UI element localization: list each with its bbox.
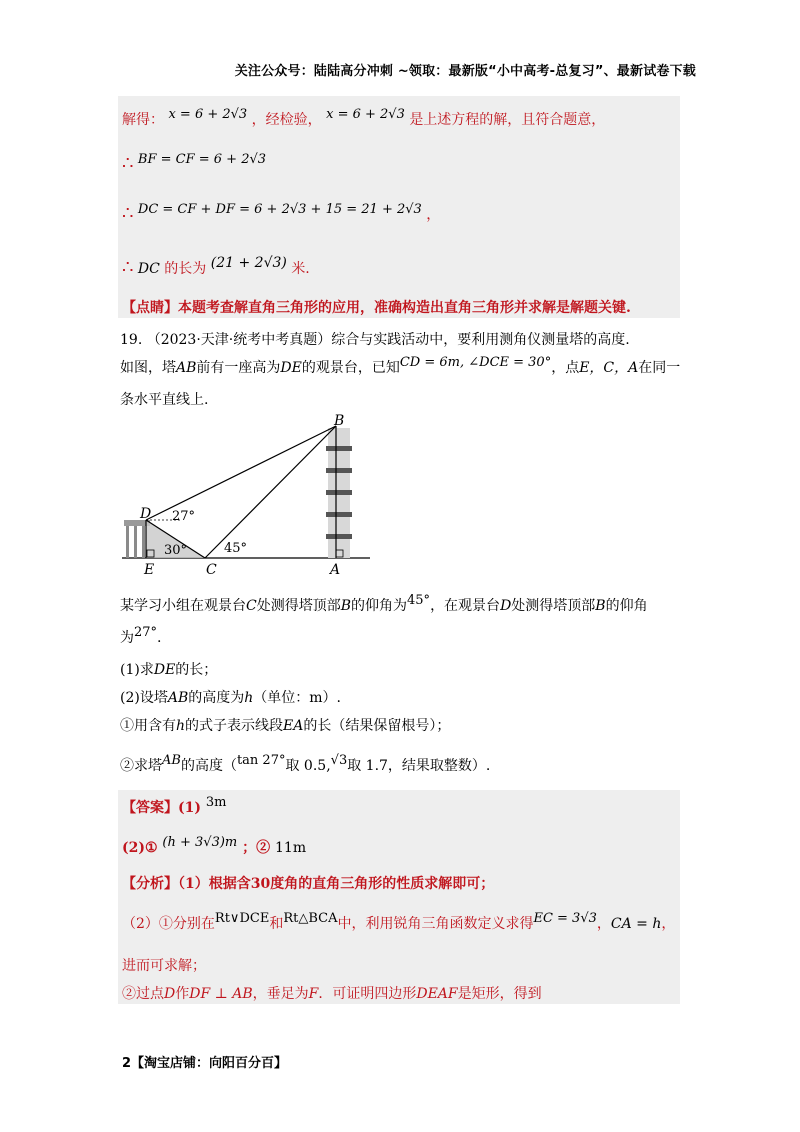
segment-name: AB [176, 360, 197, 376]
segment-name: EA [283, 718, 304, 734]
answer-value: 3m [205, 795, 227, 810]
equation: DC = CF + DF = 6 + 2√3 + 15 = 21 + 2√3 [137, 202, 422, 217]
solution-line-4 [122, 255, 310, 279]
text: . [157, 630, 162, 646]
text: ，经检验， [251, 112, 322, 128]
text: 前有一座高为 [196, 360, 281, 376]
text: 的仰角 [605, 598, 648, 614]
variable: h [176, 718, 186, 734]
question-2-i [120, 716, 450, 736]
text: 的长为 [164, 261, 207, 277]
comment-text: 本题考查解直角三角形的应用，准确构造出直角三角形并求解是解题关键. [178, 300, 631, 316]
label-E: E [144, 562, 155, 578]
text: 的观景台，已知 [301, 360, 400, 376]
tan-expression: tan 27° [236, 753, 286, 768]
problem-line-2 [120, 355, 681, 379]
answer-line-1 [122, 795, 227, 819]
answer-line-2 [122, 835, 307, 859]
angle-30-label: 30° [164, 543, 188, 558]
text: 是矩形，得到 [457, 986, 542, 1002]
label-C: C [206, 562, 217, 578]
therefore-symbol: ∴ [122, 153, 134, 174]
answer-value: (h + 3√3)m [162, 835, 238, 850]
equation: x = 6 + 2√3 [326, 107, 405, 122]
text: 取 1.7，结果取整数）. [347, 758, 491, 774]
text: 和 [269, 916, 284, 932]
problem-line-5 [120, 625, 162, 649]
text: 的高度为 [188, 690, 245, 706]
point: B [340, 598, 352, 614]
equation: DF ⊥ AB [189, 986, 253, 1002]
solution-line-1 [122, 107, 606, 131]
analysis-line-4 [122, 984, 542, 1004]
page-header: 关注公众号：陆陆高分冲刺 ~领取：最新版“小中高考-总复习”、最新试卷下载 [234, 64, 696, 79]
text: 取 0.5, [285, 758, 331, 774]
problem-line-1: 19. （2023·天津·统考中考真题）综合与实践活动中，要利用测角仪测量塔的高度. [120, 332, 630, 348]
text: ，点 [551, 360, 580, 376]
comment-tag: 【点睛】 [122, 300, 178, 316]
tower [326, 426, 352, 558]
segment-name: DC [137, 261, 160, 277]
text: ， [661, 916, 676, 932]
label-B: B [334, 413, 345, 429]
text: 在同一 [638, 360, 681, 376]
text: 处测得塔顶部 [256, 598, 341, 614]
point: F [308, 986, 319, 1002]
text: ②求塔 [120, 758, 162, 774]
text: ，在观景台 [430, 598, 501, 614]
solution-line-2 [122, 154, 266, 176]
comment-line [122, 298, 631, 318]
text: ①用含有 [120, 718, 176, 734]
analysis-line-1 [122, 874, 494, 894]
solution-line-3 [122, 204, 440, 226]
therefore-symbol: ∴ [122, 257, 134, 278]
point: C [246, 598, 257, 614]
label-A: A [330, 562, 341, 578]
points: E，C，A [579, 360, 639, 376]
text: 如图，塔 [120, 360, 176, 376]
problem-line-3: 条水平直线上. [120, 392, 209, 408]
equation: (21 + 2√3) [210, 255, 287, 271]
text: (2)设塔 [120, 690, 168, 706]
answer-value: 11m [275, 840, 307, 856]
text: 解得： [122, 112, 164, 128]
text: 是上述方程的解，且符合题意， [409, 112, 606, 128]
angle-45-label: 45° [224, 541, 248, 556]
geometry-figure [120, 408, 375, 578]
question-1 [120, 660, 217, 680]
variable: h [244, 690, 254, 706]
segment-name: AB [162, 753, 181, 768]
text: (2)① [122, 840, 158, 856]
text: 中，利用锐角三角函数定义求得 [337, 916, 534, 932]
point: D [500, 598, 512, 614]
text: ②过点 [122, 986, 164, 1002]
sqrt-expression: √3 [330, 753, 348, 768]
text: ，垂足为 [252, 986, 309, 1002]
equation: CA = h [610, 916, 662, 932]
text: （1）根据含30度角的直角三角形的性质求解即可； [178, 876, 495, 892]
triangle: Rt∨DCE [214, 911, 270, 926]
angle-27-label: 27° [172, 509, 196, 524]
text: (1)求 [120, 662, 154, 678]
angle: 45° [407, 593, 431, 608]
text: 的式子表示线段 [185, 718, 284, 734]
triangle: Rt△BCA [283, 911, 338, 926]
question-2 [120, 688, 341, 708]
label-D: D [140, 506, 152, 522]
equation: x = 6 + 2√3 [168, 107, 248, 122]
segment-name: DE [153, 662, 176, 678]
point: B [595, 598, 606, 614]
problem-line-4 [120, 593, 648, 617]
page-footer: 2【淘宝店铺：向阳百分百】 [122, 1056, 288, 1071]
equation: CD = 6m, ∠DCE = 30° [399, 355, 552, 370]
text: 的仰角为 [351, 598, 408, 614]
text: ；② [242, 840, 271, 856]
analysis-tag: 【分析】 [122, 876, 178, 892]
text: 的长； [175, 662, 218, 678]
text: 作 [175, 986, 190, 1002]
therefore-symbol: ∴ [122, 203, 134, 224]
text: ， [426, 207, 441, 223]
text: 的高度（ [180, 758, 237, 774]
text: ．可证明四边形 [318, 986, 417, 1002]
analysis-line-2 [122, 911, 676, 935]
text: 为 [120, 630, 134, 646]
text: 某学习小组在观景台 [120, 598, 246, 614]
text: 米. [291, 261, 310, 277]
text: ， [596, 916, 611, 932]
analysis-line-3: 进而可求解； [122, 958, 206, 974]
equation: EC = 3√3 [533, 911, 597, 926]
text: 的长（结果保留根号）； [303, 718, 451, 734]
angle: 27° [134, 625, 158, 640]
quadrilateral: DEAF [416, 986, 458, 1002]
equation: BF = CF = 6 + 2√3 [137, 152, 267, 167]
point: D [164, 986, 176, 1002]
segment-name: AB [167, 690, 189, 706]
text: （2）①分别在 [122, 916, 215, 932]
question-2-ii [120, 753, 491, 777]
text: （单位：m）. [253, 690, 342, 706]
text: 处测得塔顶部 [511, 598, 596, 614]
answer-tag: 【答案】 [122, 800, 178, 816]
segment-name: DE [280, 360, 302, 376]
text: (1) [178, 800, 201, 816]
